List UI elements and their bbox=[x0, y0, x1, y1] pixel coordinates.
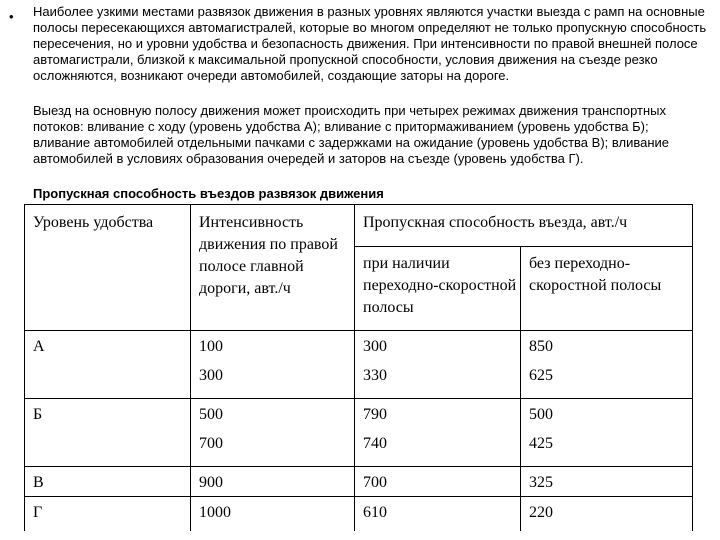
cell-intensity: 500 bbox=[191, 399, 355, 429]
table-row bbox=[25, 497, 693, 531]
table-caption: Пропускная способность въездов развязок движения bbox=[33, 186, 384, 201]
table-row bbox=[25, 429, 693, 467]
cell-with-lane: 790 bbox=[355, 399, 521, 429]
cell-intensity: 1000 bbox=[191, 497, 355, 531]
cell-level bbox=[25, 361, 191, 399]
modes-paragraph: Выезд на основную полосу движения может происходить при четырех режимах движения транспортных потоков: вливание с ходу (уровень удобства А); вливание с притормаживанием (уровень удобства Б); вливание автомобилей отдельными пачками с задержками на ожидание (уровень удобства В); вливание автомобилей в условиях образования очередей и заторов на съезде (уровень удобства Г). bbox=[33, 103, 669, 166]
table-row bbox=[25, 361, 693, 399]
cell-without-lane: 850 bbox=[521, 331, 693, 361]
cell-without-lane: 220 bbox=[521, 497, 693, 531]
cell-with-lane: 300 bbox=[355, 331, 521, 361]
cell-level: А bbox=[25, 331, 191, 361]
header-with-lane: при наличии переходно-скоростной полосы bbox=[355, 247, 521, 331]
cell-with-lane: 740 bbox=[355, 429, 521, 467]
table-row bbox=[25, 399, 693, 429]
table-row bbox=[25, 467, 693, 497]
header-capacity: Пропускная способность въезда, авт./ч bbox=[355, 205, 693, 247]
cell-intensity: 300 bbox=[191, 361, 355, 399]
cell-without-lane: 425 bbox=[521, 429, 693, 467]
header-level: Уровень удобства bbox=[25, 205, 191, 331]
header-without-lane: без переходно-скоростной полосы bbox=[521, 247, 693, 331]
cell-level: В bbox=[25, 467, 191, 497]
cell-level: Г bbox=[25, 497, 191, 531]
cell-intensity: 100 bbox=[191, 331, 355, 361]
capacity-table bbox=[24, 204, 693, 531]
intro-paragraph: Наиболее узкими местами развязок движения в разных уровнях являются участки выезда с рамп на основные полосы пересекающихся автомагистралей, которые во многом определяют не только пропускную способность пересечения, но и уровни удобства и безопасность движения. При интенсивности по правой внешней полосе автомагистрали, близкой к максимальной пропускной способности, условия движения на съезде резко осложняются, возникают очереди автомобилей, создающие заторы на дороге. bbox=[33, 4, 707, 83]
cell-intensity: 700 bbox=[191, 429, 355, 467]
cell-with-lane: 610 bbox=[355, 497, 521, 531]
table-row bbox=[25, 331, 693, 361]
cell-without-lane: 625 bbox=[521, 361, 693, 399]
cell-intensity: 900 bbox=[191, 467, 355, 497]
cell-with-lane: 330 bbox=[355, 361, 521, 399]
cell-level bbox=[25, 429, 191, 467]
header-intensity: Интенсивность движения по правой полосе главной дороги, авт./ч bbox=[191, 205, 355, 331]
bullet-mark: • bbox=[9, 9, 14, 24]
cell-without-lane: 325 bbox=[521, 467, 693, 497]
cell-without-lane: 500 bbox=[521, 399, 693, 429]
cell-level: Б bbox=[25, 399, 191, 429]
cell-with-lane: 700 bbox=[355, 467, 521, 497]
